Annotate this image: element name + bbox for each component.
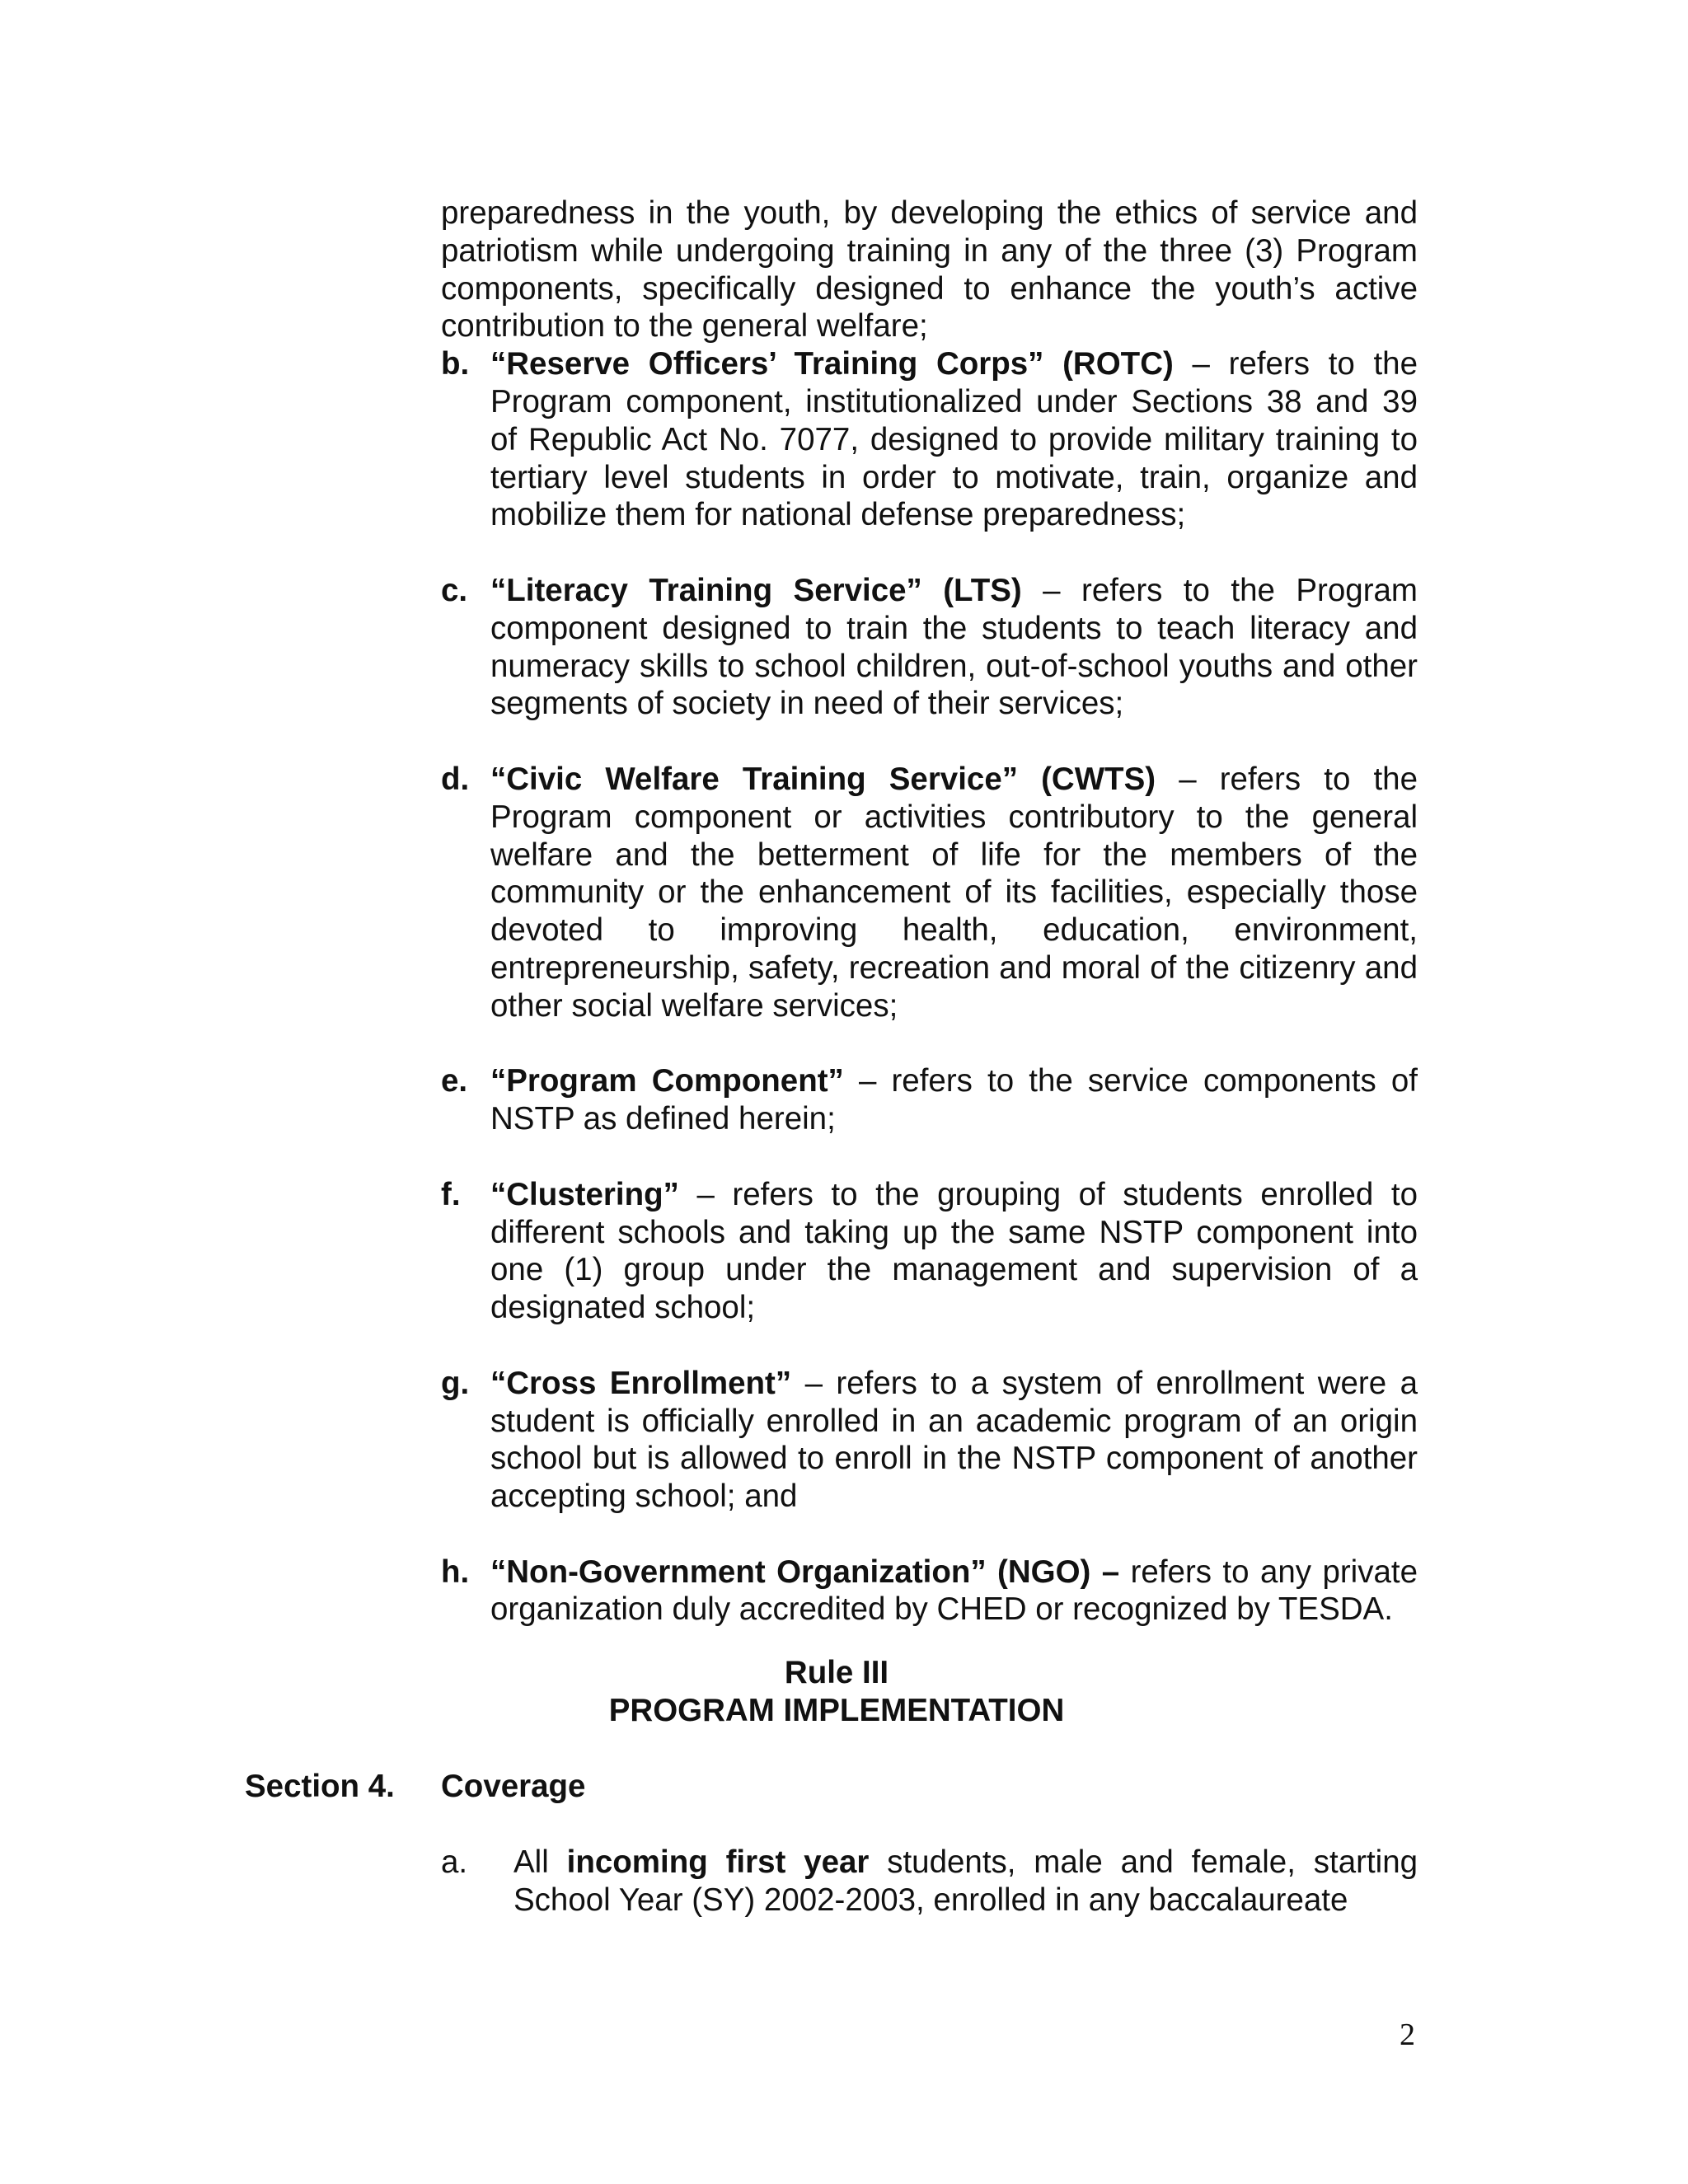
item-letter: e. <box>441 1063 468 1099</box>
definition-item-h <box>441 1554 1418 1629</box>
item-text: – refers to the Program component designed to train the students to teach literacy and numeracy skills to school children, out-of-school youths and other segments of society in need of their services; <box>490 572 1418 722</box>
item-letter: g. <box>441 1365 470 1401</box>
coverage-item-a <box>441 1844 1418 1919</box>
item-term: “Cross Enrollment” <box>490 1365 792 1401</box>
coverage-post: students, male and female, starting School Year (SY) 2002-2003, enrolled in any baccalaureate <box>513 1844 1418 1918</box>
section-label: Section 4. <box>245 1769 395 1804</box>
item-letter: d. <box>441 761 470 797</box>
intro-paragraph: preparedness in the youth, by developing the ethics of service and patriotism while undergoing training in any of the three (3) Program components, specifically designed to enhance the youth’s active contribution to the general welfare; <box>441 195 1418 344</box>
item-letter: h. <box>441 1554 470 1590</box>
item-term: “Civic Welfare Training Service” (CWTS) <box>490 761 1156 797</box>
definition-item-g <box>441 1365 1418 1516</box>
item-text: refers to any private organization duly accredited by CHED or recognized by TESDA. <box>490 1554 1418 1628</box>
coverage-pre: All <box>513 1844 567 1880</box>
item-text: – refers to the Program component, institutionalized under Sections 38 and 39 of Republic Act No. 7077, designed to provide military training to tertiary level students in order to motivate, train, organize and mobilize them for national defense preparedness; <box>490 346 1418 533</box>
item-term: “Clustering” <box>490 1176 679 1212</box>
item-text: – refers to the Program component or activities contributory to the general welfare and the betterment of life for the members of the community or the enhancement of its facilities, especially those devoted to improving health, education, environment, entrepreneurship, safety, recreation and moral of the citizenry and other social welfare services; <box>490 761 1418 1024</box>
item-text: – refers to the service components of NSTP as defined herein; <box>490 1063 1418 1137</box>
definition-item-d <box>441 761 1418 1025</box>
page-number: 2 <box>1400 2018 1415 2052</box>
item-term: “Reserve Officers’ Training Corps” (ROTC) <box>490 346 1174 382</box>
item-term: “Non-Government Organization” (NGO) – <box>490 1554 1120 1590</box>
definitions-column <box>441 194 1418 1629</box>
item-term: “Literacy Training Service” (LTS) <box>490 572 1022 608</box>
definition-item-c <box>441 572 1418 723</box>
rule-number: Rule III <box>784 1655 889 1690</box>
item-term: “Program Component” <box>490 1063 844 1099</box>
item-letter: a. <box>441 1844 468 1880</box>
coverage-list <box>441 1844 1418 1919</box>
item-letter: b. <box>441 346 470 382</box>
definition-item-f <box>441 1176 1418 1327</box>
item-letter: c. <box>441 572 468 608</box>
item-text: – refers to a system of enrollment were a student is officially enrolled in an academic program of an origin school but is allowed to enroll in the NSTP component of another accepting school; and <box>490 1365 1418 1515</box>
section-title: Coverage <box>441 1769 586 1804</box>
item-text: – refers to the grouping of students enrolled to different schools and taking up the same NSTP component into one (1) group under the management and supervision of a designated school; <box>490 1176 1418 1326</box>
definition-item-e <box>441 1062 1418 1138</box>
item-letter: f. <box>441 1176 461 1212</box>
rule-title: PROGRAM IMPLEMENTATION <box>608 1693 1065 1728</box>
definition-item-b <box>441 345 1418 534</box>
coverage-bold: incoming first year <box>566 1844 870 1880</box>
